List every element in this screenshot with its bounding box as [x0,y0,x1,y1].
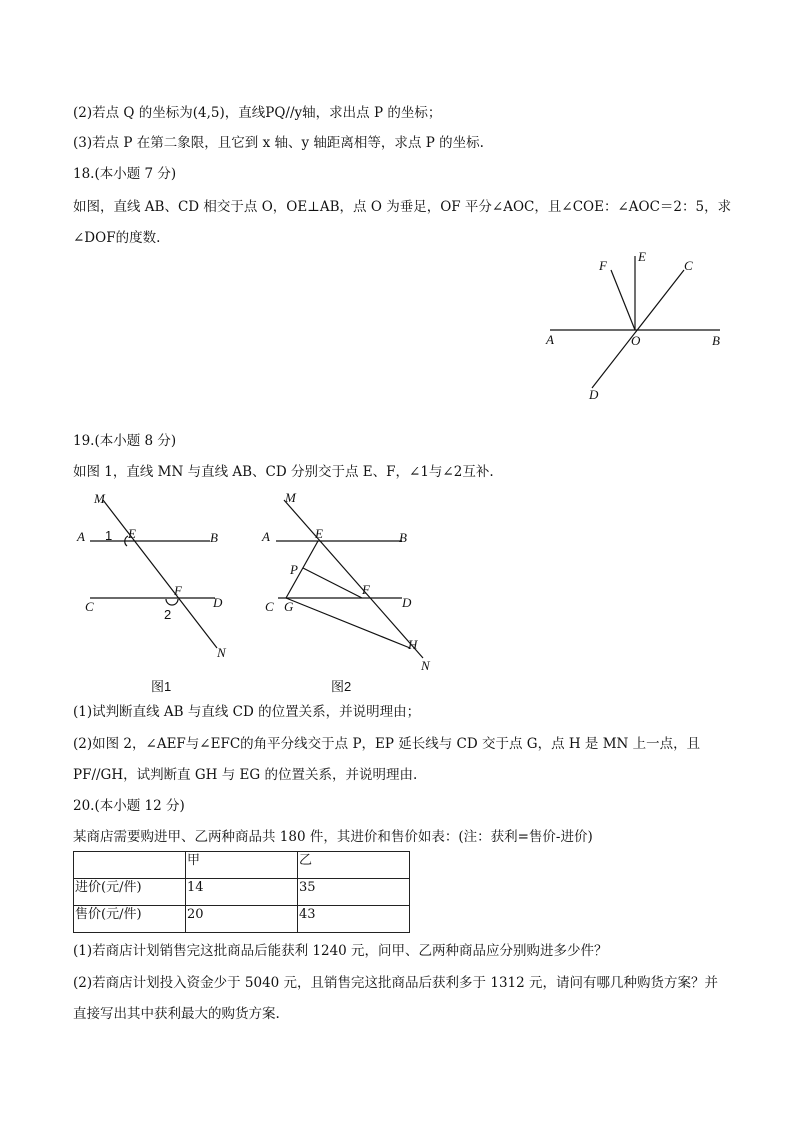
table-cell: 35 [298,879,410,906]
label-c: C [85,599,94,614]
table-row [74,879,410,906]
label-d: D [589,387,599,402]
q17-part2: (2)若点 Q 的坐标为(4,5)，直线PQ//y轴，求出点 P 的坐标； [73,105,442,121]
q19-figure-1 [70,488,240,668]
table-cell: 进价(元/件) [74,879,186,906]
q20-part1: (1)若商店计划销售完这批商品后能获利 1240 元，问甲、乙两种商品应分别购进多少件？ [73,943,608,959]
label-b: B [712,333,720,348]
line-gh [286,598,410,648]
figure-2-caption: 图2 [331,679,352,694]
q20-part2-line2: 直接写出其中获利最大的购货方案. [73,1006,280,1022]
label-b: B [399,530,407,545]
line-mn [103,500,217,648]
label-e: E [315,526,323,541]
table-header-cell [74,852,186,879]
q20-intro: 某商店需要购进甲、乙两种商品共 180 件，其进价和售价如表：(注：获利=售价-进价) [73,829,593,845]
label-f: F [174,583,182,598]
label-h: H [408,637,418,652]
figure-1-caption: 图1 [151,679,172,694]
price-table [73,851,410,933]
line-mn [284,500,423,658]
label-a: A [77,529,85,544]
q19-text-line1: 如图 1，直线 MN 与直线 AB、CD 分别交于点 E、F，∠1与∠2互补. [73,464,494,480]
q19-part2-line1: (2)如图 2，∠AEF与∠EFC的角平分线交于点 P，EP 延长线与 CD 交于点 G，点 H 是 MN 上一点，且 [73,736,701,752]
q17-part3: (3)若点 P 在第二象限，且它到 x 轴、y 轴距离相等，求点 P 的坐标. [73,135,484,151]
label-a: A [546,332,554,347]
label-f: F [599,258,607,273]
q19-part2-line2: PF//GH，试判断直 GH 与 EG 的位置关系，并说明理由. [73,767,418,783]
label-c: C [265,599,274,614]
label-a: A [262,529,270,544]
q19-part1: (1)试判断直线 AB 与直线 CD 的位置关系，并说明理由； [73,704,421,720]
table-cell: 43 [298,906,410,933]
q18-figure [540,250,730,402]
label-b: B [210,530,218,545]
table-cell: 20 [186,906,298,933]
table-cell: 售价(元/件) [74,906,186,933]
q18-text-line2: ∠DOF的度数. [73,230,161,246]
ray-of [611,270,635,330]
label-e: E [638,249,646,264]
q18-header: 18.(本小题 7 分) [73,166,177,182]
label-f: F [362,582,370,597]
q18-text-line1: 如图，直线 AB、CD 相交于点 O，OE⊥AB，点 O 为垂足，OF 平分∠AOC，且∠COE：∠AOC＝2：5，求 [73,199,732,215]
label-e: E [128,526,136,541]
table-header-cell: 甲 [186,852,298,879]
label-m: M [94,491,105,506]
label-n: N [421,658,430,673]
table-header-cell: 乙 [298,852,410,879]
label-d: D [213,595,223,610]
label-o: O [631,333,641,348]
label-m: M [285,490,296,505]
label-c: C [684,258,693,273]
table-row [74,906,410,933]
label-angle-2: 2 [164,607,172,622]
label-angle-1: 1 [105,528,113,543]
q19-figure-2 [258,488,448,678]
q20-header: 20.(本小题 12 分) [73,798,185,814]
table-cell: 14 [186,879,298,906]
label-n: N [217,645,226,660]
angle-2-arc [166,599,178,605]
label-d: D [402,595,412,610]
q19-header: 19.(本小题 8 分) [73,433,177,449]
table-header-row [74,852,410,879]
label-p: P [290,562,298,577]
label-g: G [284,599,294,614]
line-pf [303,568,362,598]
q20-part2-line1: (2)若商店计划投入资金少于 5040 元，且销售完这批商品后获利多于 1312 元，请问有哪几种购货方案？并 [73,975,718,991]
line-cd [592,270,684,388]
